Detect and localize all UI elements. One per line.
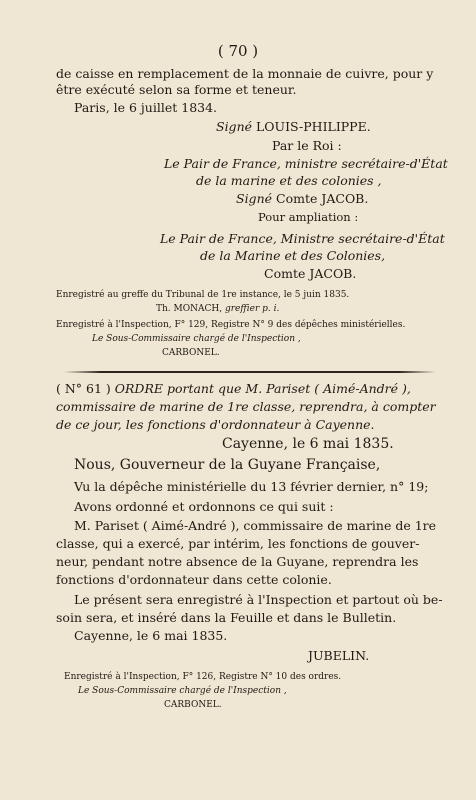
- title-line: Le Pair de France, Ministre secrétaire-d'État: [160, 231, 445, 246]
- text-line: fonctions d'ordonnateur dans cette colonie.: [56, 572, 332, 587]
- clerk-name: Th. MONACH,: [156, 304, 223, 314]
- text-line: Nous, Gouverneur de la Guyane Française,: [74, 457, 381, 473]
- title-line: de la Marine et des Colonies,: [200, 248, 386, 263]
- registration-note: CARBONEL.: [164, 700, 222, 710]
- registration-note: Le Sous-Commissaire chargé de l'Inspection ,: [92, 334, 301, 344]
- order-number: ( N° 61 ): [56, 381, 111, 396]
- registration-note: Enregistré à l'Inspection, F° 129, Registre N° 9 des dépêches ministérielles.: [56, 320, 406, 330]
- registration-note: Le Sous-Commissaire chargé de l'Inspection ,: [78, 686, 287, 696]
- order-title: commissaire de marine de 1re classe, reprendra, à compter: [56, 399, 436, 414]
- page-number: ( 70 ): [217, 42, 259, 60]
- ampliation-label: Pour ampliation :: [258, 210, 359, 224]
- text-line: soin sera, et inséré dans la Feuille et dans le Bulletin.: [56, 610, 397, 625]
- text-line: Le présent sera enregistré à l'Inspection et partout où be-: [74, 592, 443, 607]
- place-date: Paris, le 6 juillet 1834.: [74, 100, 218, 115]
- signature-line: [216, 119, 371, 134]
- signatory-name: JUBELIN.: [308, 648, 370, 663]
- signatory-name: Comte JACOB.: [276, 191, 369, 206]
- text-line: classe, qui a exercé, par intérim, les fonctions de gouver-: [56, 536, 420, 551]
- text-line: de caisse en remplacement de la monnaie de cuivre, pour y: [56, 66, 434, 81]
- registration-note: Enregistré au greffe du Tribunal de 1re instance, le 5 juin 1835.: [56, 290, 350, 300]
- clerk-title: greffier p. i.: [224, 304, 280, 314]
- registration-note: [156, 304, 279, 314]
- text-line: Avons ordonné et ordonnons ce qui suit :: [74, 499, 334, 514]
- text-line: M. Pariset ( Aimé-André ), commissaire de marine de 1re: [74, 518, 437, 533]
- registration-note: Enregistré à l'Inspection, F° 126, Registre N° 10 des ordres.: [64, 672, 342, 682]
- section-divider: [64, 371, 436, 373]
- signe-label: Signé: [236, 191, 273, 206]
- signe-label: Signé: [216, 119, 253, 134]
- order-title: de ce jour, les fonctions d'ordonnateur à Cayenne.: [56, 417, 375, 432]
- text-line: Vu la dépêche ministérielle du 13 février dernier, n° 19;: [74, 479, 429, 494]
- signatory-name: Comte JACOB.: [264, 266, 357, 281]
- par-le-roi: Par le Roi :: [272, 138, 342, 153]
- place-date: Cayenne, le 6 mai 1835.: [74, 628, 228, 643]
- signature-line: [236, 191, 368, 206]
- text-line: neur, pendant notre absence de la Guyane, reprendra les: [56, 554, 419, 569]
- title-line: Le Pair de France, ministre secrétaire-d'État: [164, 156, 448, 171]
- registration-note: CARBONEL.: [162, 348, 220, 358]
- title-line: de la marine et des colonies ,: [196, 173, 382, 188]
- order-title-text: ORDRE portant que M. Pariset ( Aimé-André ),: [114, 381, 411, 396]
- order-date: Cayenne, le 6 mai 1835.: [222, 436, 394, 452]
- text-line: être exécuté selon sa forme et teneur.: [56, 82, 297, 97]
- order-title: [56, 381, 411, 396]
- signatory-name: LOUIS-PHILIPPE.: [256, 119, 371, 134]
